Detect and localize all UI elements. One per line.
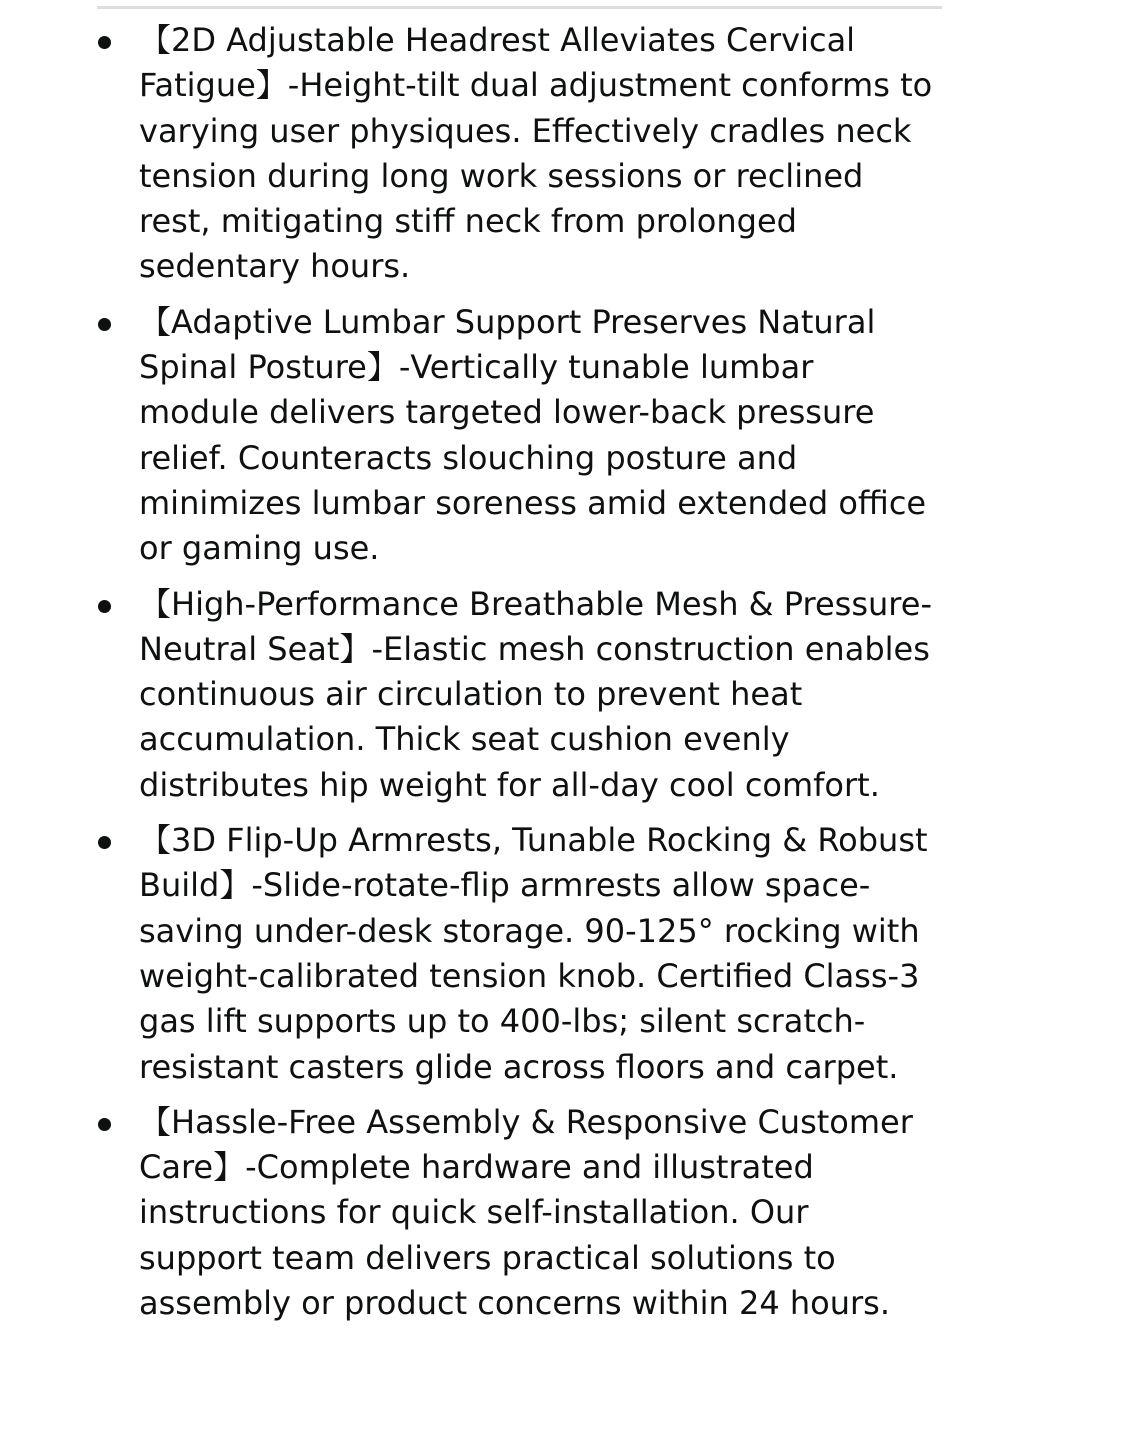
- bullet-dot-icon: [98, 36, 111, 49]
- bullet-dot-icon: [98, 836, 111, 849]
- feature-bullet-item: [0, 1100, 939, 1326]
- feature-bullet-text: 【High-Performance Breathable Mesh & Pressure-Neutral Seat】-Elastic mesh construction enables continuous air circulation to prevent heat accumulation. Thick seat cushion evenly distributes hip weight for all-day cool comfort.: [139, 584, 932, 804]
- bullet-dot-icon: [98, 1118, 111, 1131]
- feature-bullet-item: [0, 300, 939, 572]
- feature-bullet-item: [0, 582, 939, 808]
- feature-bullet-text: 【2D Adjustable Headrest Alleviates Cervical Fatigue】-Height-tilt dual adjustment conforms to varying user physiques. Effectively cradles neck tension during long work sessions or reclined rest, mitigating stiff neck from prolonged sedentary hours.: [139, 21, 933, 286]
- feature-bullet-text: 【Hassle-Free Assembly & Responsive Customer Care】-Complete hardware and illustrated instructions for quick self-installation. Our support team delivers practical solutions to assembly or product concerns within 24 hours.: [139, 1102, 913, 1323]
- feature-bullet-text: 【Adaptive Lumbar Support Preserves Natural Spinal Posture】-Vertically tunable lumbar module delivers targeted lower-back pressure relief. Counteracts slouching posture and minimizes lumbar soreness amid extended office or gaming use.: [139, 302, 927, 568]
- feature-bullet-list: [0, 18, 939, 1336]
- bullet-dot-icon: [98, 318, 111, 331]
- feature-bullet-text: 【3D Flip-Up Armrests, Tunable Rocking & Robust Build】-Slide-rotate-flip armrests allow space-saving under-desk storage. 90-125° rocking with weight-calibrated tension knob. Certified Class-3 gas lift supports up to 400-lbs; silent scratch-resistant casters glide across floors and carpet.: [139, 821, 928, 1086]
- feature-bullet-item: [0, 818, 939, 1090]
- feature-bullet-item: [0, 18, 939, 290]
- section-divider: [97, 6, 942, 9]
- bullet-dot-icon: [98, 600, 111, 613]
